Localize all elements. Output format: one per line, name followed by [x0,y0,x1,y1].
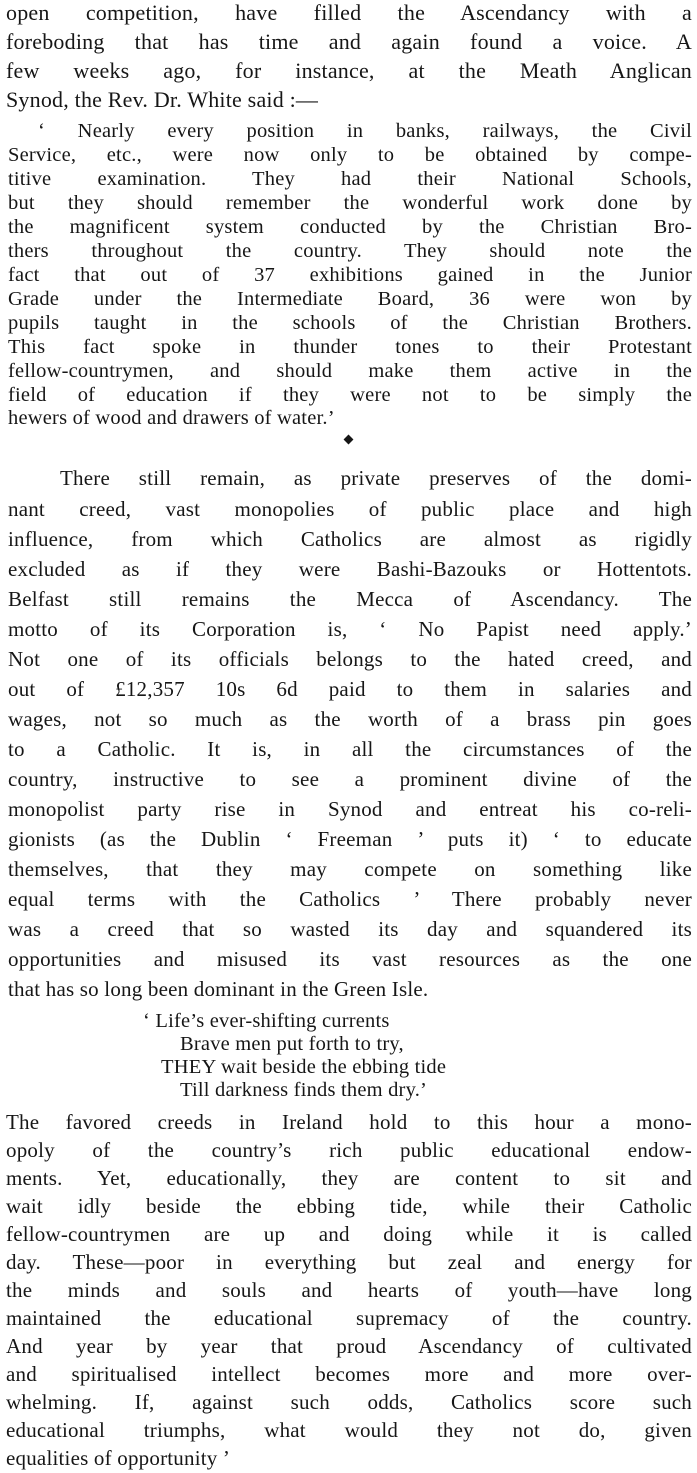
closing-line: day. These—poor in everything but zeal and energy for [6,1250,692,1274]
closing-line: opoly of the country’s rich public educational endow- [6,1138,692,1162]
quote-line: pupils taught in the schools of the Christian Brothers. [8,312,692,334]
main-line: Belfast still remains the Mecca of Ascendancy. The [8,587,692,611]
quote-line: thers throughout the country. They should note the [8,240,692,262]
quote-line: Grade under the Intermediate Board, 36 were won by [8,288,692,310]
opening-line: foreboding that has time and again found a voice. A [6,29,692,54]
main-line: monopolist party rise in Synod and entreat his co-reli- [8,797,692,821]
section-separator-dot [344,435,354,445]
closing-line: maintained the educational supremacy of the country. [6,1306,692,1330]
main-line: There still remain, as private preserves of the domi- [60,466,692,490]
main-line: motto of its Corporation is, ‘ No Papist need apply.’ [8,617,692,641]
main-line: themselves, that they may compete on something like [8,857,692,881]
opening-line: Synod, the Rev. Dr. White said :— [6,87,319,112]
quote-line: field of education if they were not to be simply the [8,384,692,406]
quote-line: Service, etc., were now only to be obtained by compe- [8,144,692,166]
quote-line: but they should remember the wonderful work done by [8,192,692,214]
main-line: influence, from which Catholics are almost as rigidly [8,527,692,551]
main-line: nant creed, vast monopolies of public place and high [8,497,692,521]
main-line: Not one of its officials belongs to the hated creed, and [8,647,692,671]
closing-line: equalities of opportunity ’ [6,1446,231,1470]
main-line: was a creed that so wasted its day and squandered its [8,917,692,941]
quote-line: the magnificent system conducted by the Christian Bro- [8,216,692,238]
opening-line: open competition, have filled the Ascendancy with a [6,0,692,25]
poem-line: Till darkness finds them dry.’ [180,1079,428,1101]
quote-line: ‘ Nearly every position in banks, railways, the Civil [38,120,692,142]
main-line: to a Catholic. It is, in all the circumstances of the [8,737,692,761]
quote-line: titive examination. They had their National Schools, [8,168,692,190]
main-line: that has so long been dominant in the Green Isle. [8,977,429,1001]
quote-line: fellow-countrymen, and should make them active in the [8,360,692,382]
closing-line: whelming. If, against such odds, Catholics score such [6,1390,692,1414]
main-line: wages, not so much as the worth of a brass pin goes [8,707,692,731]
poem-line: ‘ Life’s ever-shifting currents [143,1010,390,1032]
main-line: equal terms with the Catholics ’ There probably never [8,887,692,911]
quote-line: fact that out of 37 exhibitions gained in the Junior [8,264,692,286]
closing-line: wait idly beside the ebbing tide, while their Catholic [6,1194,692,1218]
main-line: out of £12,357 10s 6d paid to them in salaries and [8,677,692,701]
main-line: gionists (as the Dublin ‘ Freeman ’ puts it) ‘ to educate [8,827,692,851]
closing-line: and spiritualised intellect becomes more and more over- [6,1362,692,1386]
closing-line: educational triumphs, what would they not do, given [6,1418,692,1442]
main-line: country, instructive to see a prominent divine of the [8,767,692,791]
opening-line: few weeks ago, for instance, at the Meath Anglican [6,58,692,83]
closing-line: fellow-countrymen are up and doing while it is called [6,1222,692,1246]
closing-line: And year by year that proud Ascendancy of cultivated [6,1334,692,1358]
poem-line: THEY wait beside the ebbing tide [161,1056,447,1078]
main-line: excluded as if they were Bashi-Bazouks or Hottentots. [8,557,692,581]
quote-line: hewers of wood and drawers of water.’ [8,407,335,429]
closing-line: the minds and souls and hearts of youth—have long [6,1278,692,1302]
poem-line: Brave men put forth to try, [180,1033,404,1055]
quote-line: This fact spoke in thunder tones to their Protestant [8,336,692,358]
closing-line: The favored creeds in Ireland hold to this hour a mono- [6,1110,692,1134]
closing-line: ments. Yet, educationally, they are content to sit and [6,1166,692,1190]
main-line: opportunities and misused its vast resources as the one [8,947,692,971]
